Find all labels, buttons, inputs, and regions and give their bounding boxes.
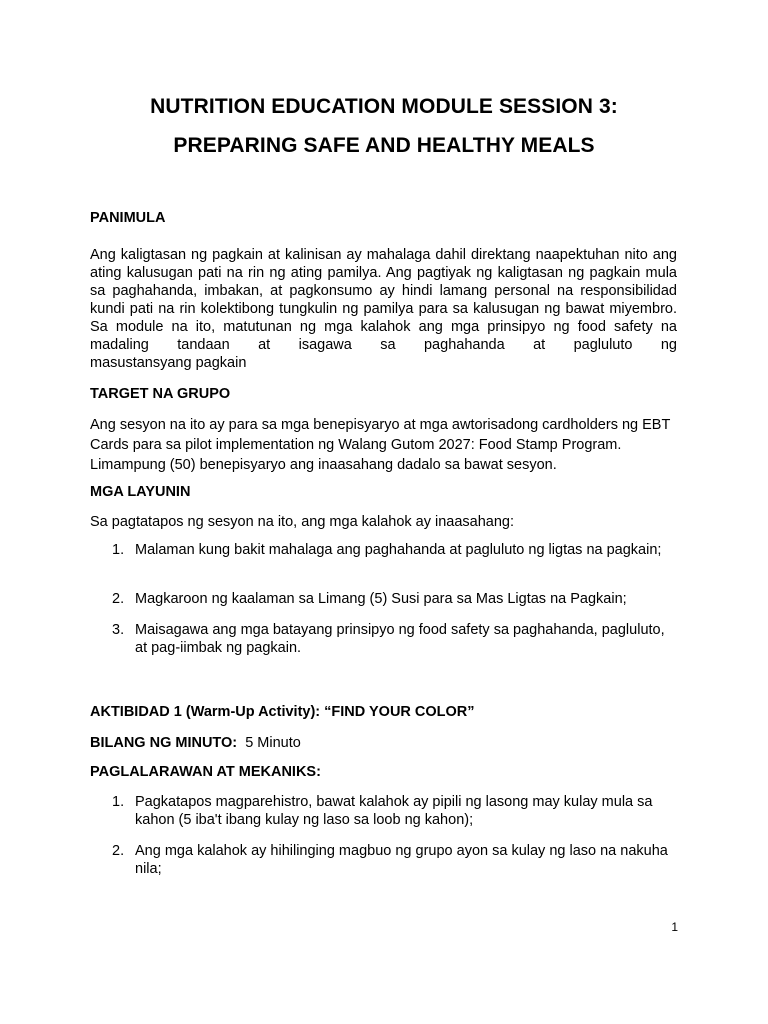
document-title-line-1: NUTRITION EDUCATION MODULE SESSION 3:: [150, 95, 618, 118]
list-text: Maisagawa ang mga batayang prinsipyo ng food safety sa paghahanda, pagluluto, at pag-iimbak ng pagkain.: [135, 622, 665, 656]
aktibidad-heading: AKTIBIDAD 1 (Warm-Up Activity): “FIND YOUR COLOR”: [90, 704, 475, 720]
list-number: 1.: [112, 794, 125, 810]
mekaniks-heading: PAGLALARAWAN AT MEKANIKS:: [90, 764, 321, 780]
list-text: Magkaroon ng kaalaman sa Limang (5) Susi para sa Mas Ligtas na Pagkain;: [135, 591, 627, 607]
list-text: Pagkatapos magparehistro, bawat kalahok ay pipili ng lasong may kulay mula sa kahon (5 iba't ibang kulay ng laso sa loob ng kahon);: [135, 794, 653, 828]
panimula-heading: PANIMULA: [90, 210, 166, 226]
panimula-body: Ang kaligtasan ng pagkain at kalinisan ay mahalaga dahil direktang naapektuhan nito ang ating kalusugan pati na rin ng ating pamilya. Ang pagtiyak ng kaligtasan ng pagkain mula sa paghahanda, imbakan, at pagkonsumo ay hindi lamang personal na responsibilidad kundi pati na rin kolektibong tungkulin ng pamilya para sa kalusugan ng bawat miyembro. Sa module na ito, matutunan ng mga kalahok ang mga prinsipyo ng food safety na madaling tandaan at isagawa sa paghahanda at pagluluto ng: [90, 247, 677, 353]
list-number: 1.: [112, 542, 125, 558]
target-body: Ang sesyon na ito ay para sa mga benepisyaryo at mga awtorisadong cardholders ng EBT Cards para sa pilot implementation ng Walang Gutom 2027: Food Stamp Program. Limampung (50) benepisyaryo ang inaasahang dadalo sa bawat sesyon.: [90, 417, 671, 473]
list-number: 3.: [112, 622, 125, 638]
list-text: Ang mga kalahok ay hihilinging magbuo ng grupo ayon sa kulay ng laso na nakuha nila;: [135, 843, 668, 877]
layunin-intro: Sa pagtatapos ng sesyon na ito, ang mga kalahok ay inaasahang:: [90, 514, 515, 530]
target-heading: TARGET NA GRUPO: [90, 386, 231, 402]
minuto-label: BILANG NG MINUTO:: [90, 735, 238, 751]
panimula-body-last-line: masustansyang pagkain: [90, 355, 247, 371]
list-number: 2.: [112, 843, 125, 859]
list-number: 2.: [112, 591, 125, 607]
page-number: 1: [671, 920, 678, 934]
bilang-ng-minuto: [90, 733, 677, 753]
minuto-value: 5 Minuto: [245, 735, 301, 751]
list-text: Malaman kung bakit mahalaga ang paghahanda at pagluluto ng ligtas na pagkain;: [135, 542, 662, 558]
layunin-heading: MGA LAYUNIN: [90, 484, 191, 500]
document-title-line-2: PREPARING SAFE AND HEALTHY MEALS: [173, 134, 595, 157]
